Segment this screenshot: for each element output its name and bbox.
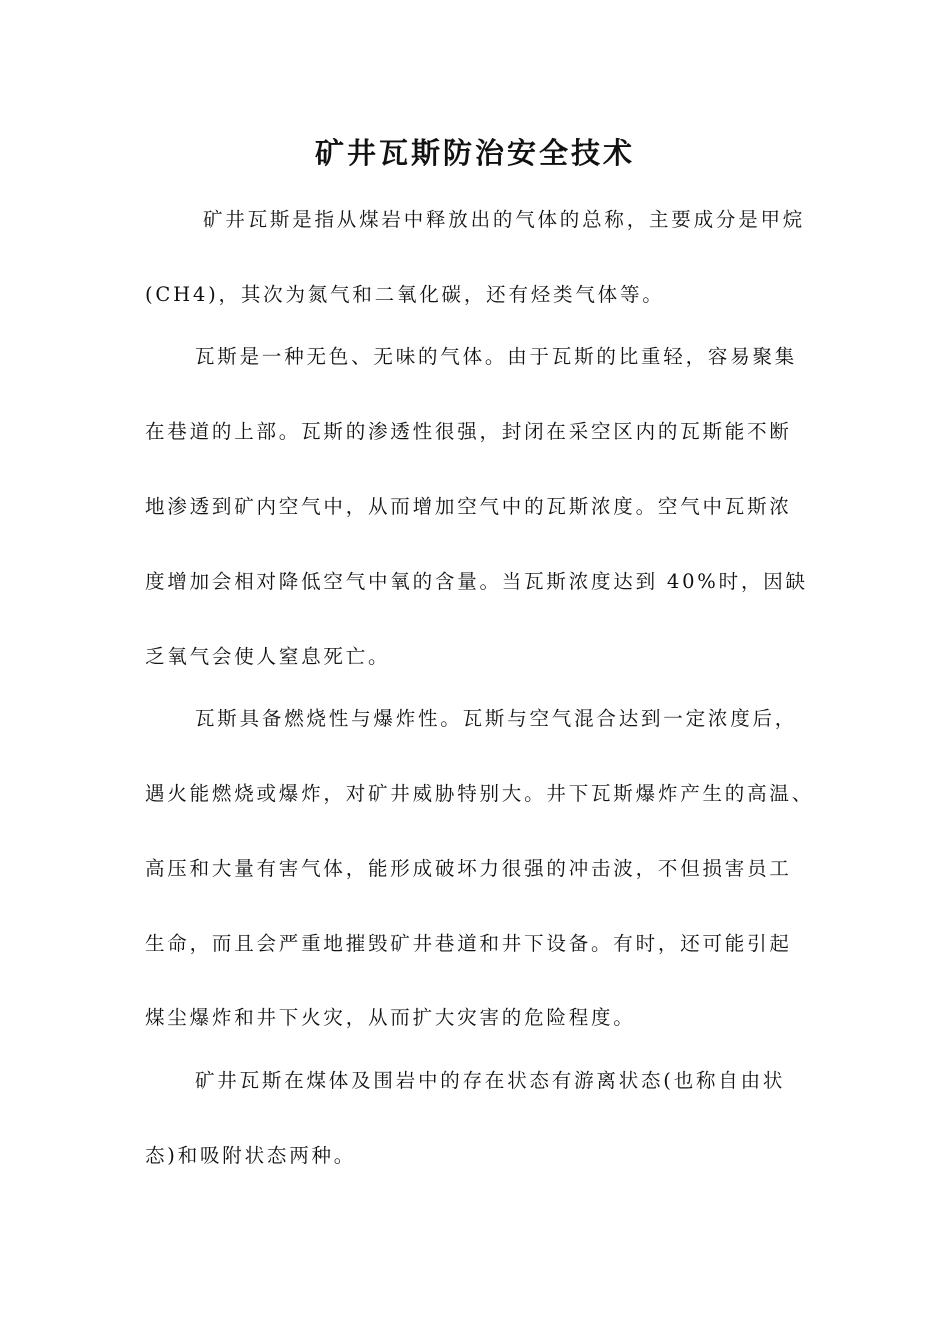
paragraph-line: 乏氧气会使人窒息死亡。 bbox=[145, 645, 391, 668]
paragraph-line: 遇火能燃烧或爆炸，对矿井威胁特别大。井下瓦斯爆炸产生的高温、 bbox=[145, 782, 815, 805]
paragraph-line: 生命，而且会严重地摧毁矿井巷道和井下设备。有时，还可能引起 bbox=[145, 932, 792, 955]
document-title: 矿井瓦斯防治安全技术 bbox=[314, 136, 635, 170]
paragraph-line: 地渗透到矿内空气中，从而增加空气中的瓦斯浓度。空气中瓦斯浓 bbox=[145, 495, 792, 518]
paragraph-line: (CH4)，其次为氮气和二氧化碳，还有烃类气体等。 bbox=[145, 283, 665, 306]
paragraph-line: 煤尘爆炸和井下火灾，从而扩大灾害的危险程度。 bbox=[145, 1006, 636, 1029]
paragraph-line: 瓦斯具备燃烧性与爆炸性。瓦斯与空气混合达到一定浓度后， bbox=[195, 707, 798, 730]
paragraph-line: 在巷道的上部。瓦斯的渗透性很强，封闭在采空区内的瓦斯能不断 bbox=[145, 420, 792, 443]
paragraph-line: 度增加会相对降低空气中氧的含量。当瓦斯浓度达到 40%时，因缺 bbox=[145, 570, 808, 593]
paragraph-line: 高压和大量有害气体，能形成破坏力很强的冲击波，不但损害员工 bbox=[145, 857, 792, 880]
paragraph-line: 矿井瓦斯在煤体及围岩中的存在状态有游离状态(也称自由状 bbox=[195, 1069, 786, 1092]
paragraph-line: 态)和吸附状态两种。 bbox=[145, 1144, 357, 1167]
paragraph-line: 瓦斯是一种无色、无味的气体。由于瓦斯的比重轻，容易聚集 bbox=[195, 345, 798, 368]
paragraph-line: 矿井瓦斯是指从煤岩中释放出的气体的总称，主要成分是甲烷 bbox=[203, 208, 806, 231]
